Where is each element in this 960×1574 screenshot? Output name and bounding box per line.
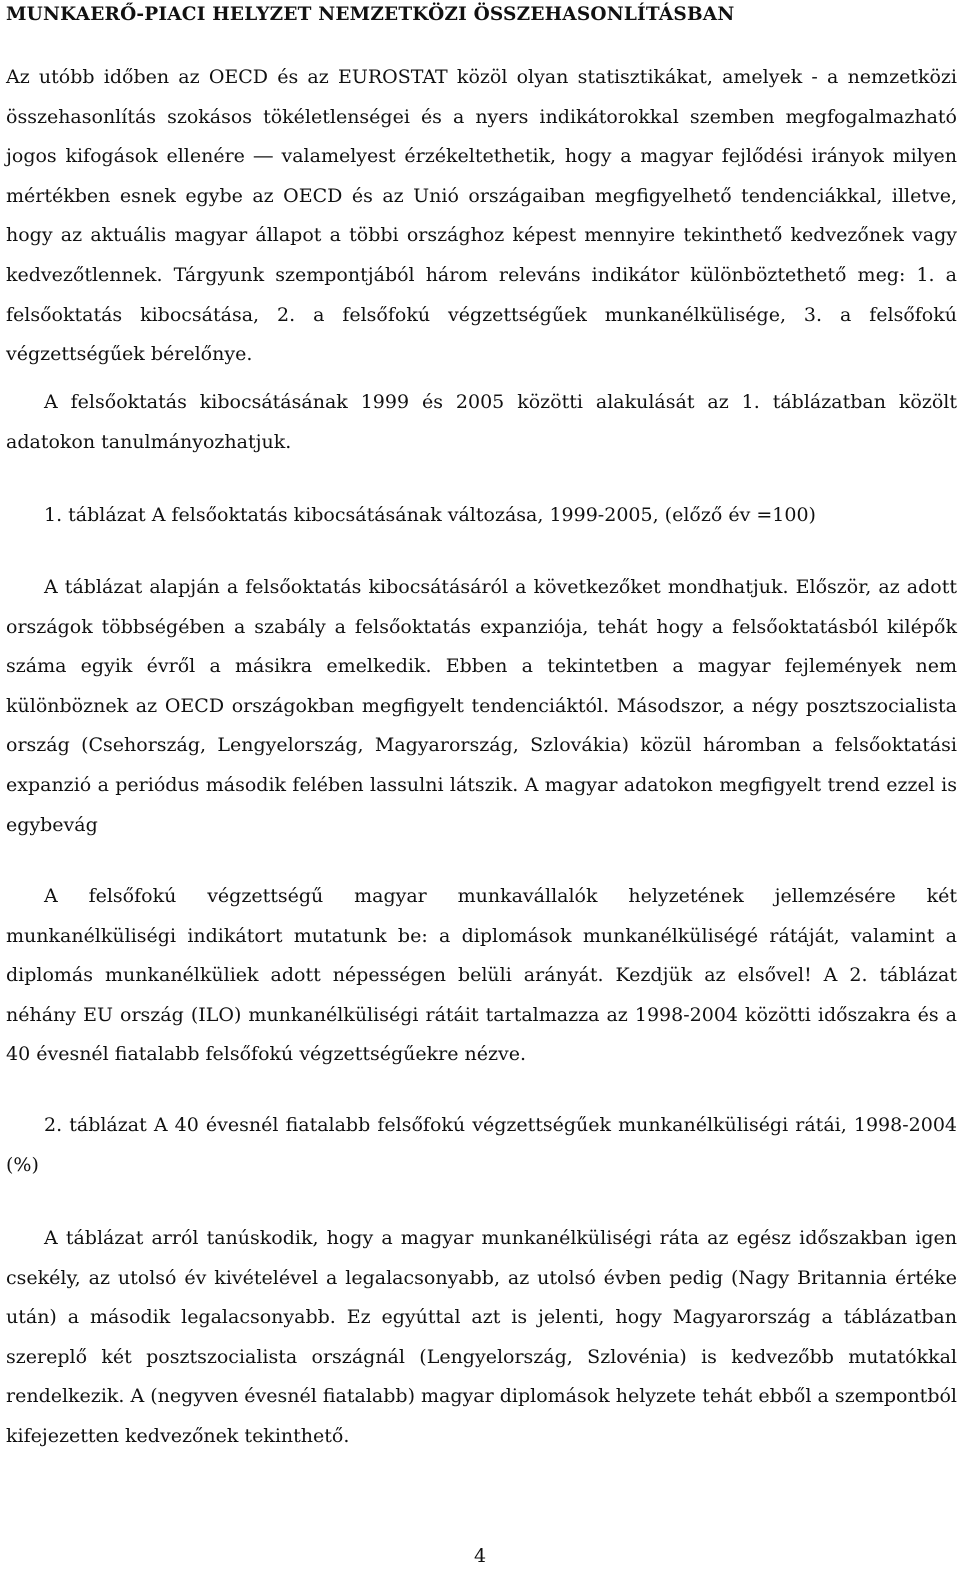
table1-reference-paragraph: A felsőoktatás kibocsátásának 1999 és 2005 közötti alakulását az 1. táblázatban közölt adatokon tanulmányozhatjuk.: [6, 391, 957, 453]
table1-analysis-paragraph: A táblázat alapján a felsőoktatás kibocsátásáról a következőket mondhatjuk. Először, az adott országok többségében a szabály a felsőoktatás expanziója, tehát hogy a felsőoktatásból kilépők száma egyik évről a másikra emelkedik. Ebben a tekintetben a magyar fejlemények nem különböznek az OECD országokban megfigyelt tendenciáktól. Másodszor, a négy posztszocialista ország (Csehország, Lengyelország, Magyarország, Szlovákia) közül háromban a felsőoktatási expanzió a periódus második felében lassulni látszik. A magyar adatokon megfigyelt trend ezzel is egybevág: [6, 576, 957, 836]
document-title: MUNKAERŐ-PIACI HELYZET NEMZETKÖZI ÖSSZEHASONLÍTÁSBAN: [6, 4, 735, 25]
table1-caption: 1. táblázat A felsőoktatás kibocsátásának változása, 1999-2005, (előző év =100): [44, 504, 816, 526]
table2-analysis-paragraph: A táblázat arról tanúskodik, hogy a magyar munkanélküliségi ráta az egész időszakban igen csekély, az utolsó év kivételével a legalacsonyabb, az utolsó évben pedig (Nagy Britannia értéke után) a második legalacsonyabb. Ez egyúttal azt is jelenti, hogy Magyarország a táblázatban szereplő két posztszocialista országnál (Lengyelország, Szlovénia) is kedvezőbb mutatókkal rendelkezik. A (negyven évesnél fiatalabb) magyar diplomások helyzete tehát ebből a szempontból kifejezetten kedvezőnek tekinthető.: [6, 1227, 957, 1447]
intro-paragraph: Az utóbb időben az OECD és az EUROSTAT közöl olyan statisztikákat, amelyek - a nemzetközi összehasonlítás szokásos tökéletlenségei és a nyers indikátorokkal szemben megfogalmazható jogos kifogások ellenére ― valamelyest érzékeltethetik, hogy a magyar fejlődési irányok milyen mértékben esnek egybe az OECD és az Unió országaiban megfigyelhető tendenciákkal, illetve, hogy az aktuális magyar állapot a többi országhoz képest mennyire tekinthető kedvezőnek vagy kedvezőtlennek. Tárgyunk szempontjából három releváns indikátor különböztethető meg: 1. a felsőoktatás kibocsátása, 2. a felsőfokú végzettségűek munkanélkülisége, 3. a felsőfokú végzettségűek bérelőnye.: [6, 66, 957, 366]
unemployment-indicators-paragraph: A felsőfokú végzettségű magyar munkavállalók helyzetének jellemzésére két munkanélküliségi indikátort mutatunk be: a diplomások munkanélküliségé rátáját, valamint a diplomás munkanélküliek adott népességen belüli arányát. Kezdjük az elsővel! A 2. táblázat néhány EU ország (ILO) munkanélküliségi rátáit tartalmazza az 1998-2004 közötti időszakra és a 40 évesnél fiatalabb felsőfokú végzettségűekre nézve.: [6, 885, 957, 1066]
table2-caption: 2. táblázat A 40 évesnél fiatalabb felsőfokú végzettségűek munkanélküliségi rátái, 1998-2004 (%): [6, 1114, 957, 1176]
page-number: 4: [473, 1545, 487, 1567]
